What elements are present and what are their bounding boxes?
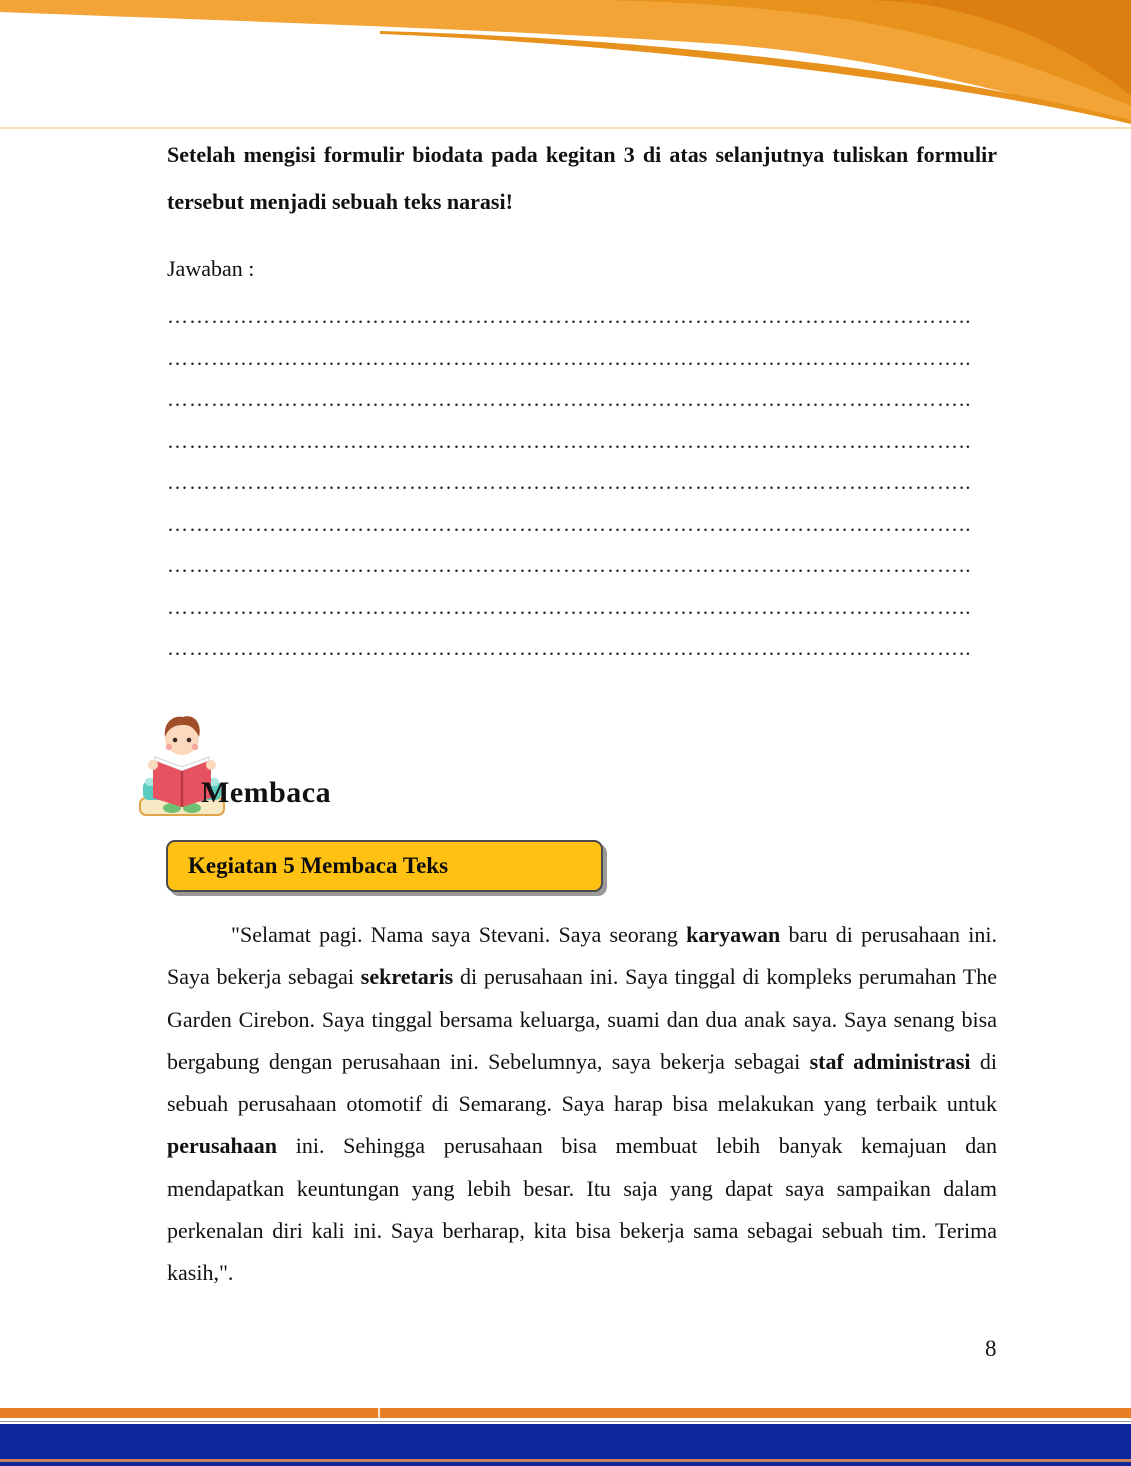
answer-dotted-line: ……………………………………………………………………………………………….. [167,428,972,453]
page-number: 8 [985,1336,997,1361]
activity-banner-label: Kegiatan 5 Membaca Teks [188,853,449,878]
answer-dotted-line: ……………………………………………………………………………………………….. [167,594,972,619]
section-heading-membaca: Membaca [201,776,332,809]
instruction-text: Setelah mengisi formulir biodata pada kegitan 3 di atas selanjutnya tuliskan formulir tersebut menjadi sebuah teks narasi! [167,142,997,214]
header-divider-line [0,127,1131,129]
footer-bar-divider [378,1408,380,1418]
footer-hairline [0,1421,1131,1422]
answer-lines [167,296,997,670]
answer-dotted-line: ……………………………………………………………………………………………….. [167,636,972,660]
answer-dotted-line: ……………………………………………………………………………………………….. [167,387,972,411]
footer-tan-line [0,1459,1131,1462]
answer-label: Jawaban : [167,256,255,281]
answer-dotted-line: ……………………………………………………………………………………………….. [167,511,972,536]
answer-dotted-line: ……………………………………………………………………………………………….. [167,345,972,370]
answer-dotted-line: ……………………………………………………………………………………………….. [167,304,972,328]
reading-passage: "Selamat pagi. Nama saya Stevani. Saya seorang karyawan baru di perusahaan ini. Saya bekerja sebagai sekretaris di perusahaan ini. Saya tinggal di kompleks perumahan The Garden Cirebon. Saya tinggal bersama keluarga, suami dan dua anak saya. Saya senang bisa bergabung dengan perusahaan ini. Sebelumnya, saya bekerja sebagai staf administrasi di sebuah perusahaan otomotif di Semarang. Saya harap bisa melakukan yang terbaik untuk perusahaan ini. Sehingga perusahaan bisa membuat lebih banyak kemajuan dan mendapatkan keuntungan yang lebih besar. Itu saja yang dapat saya sampaikan dalam perkenalan diri kali ini. Saya berharap, kita bisa bekerja sama sebagai sebuah tim. Terima kasih,". [167,922,998,1286]
footer-orange-bar [0,1408,1131,1418]
answer-dotted-line: ……………………………………………………………………………………………….. [167,470,972,494]
activity-banner [166,840,603,892]
answer-dotted-line: ……………………………………………………………………………………………….. [167,553,972,577]
header-swoosh-graphic [0,0,1131,130]
